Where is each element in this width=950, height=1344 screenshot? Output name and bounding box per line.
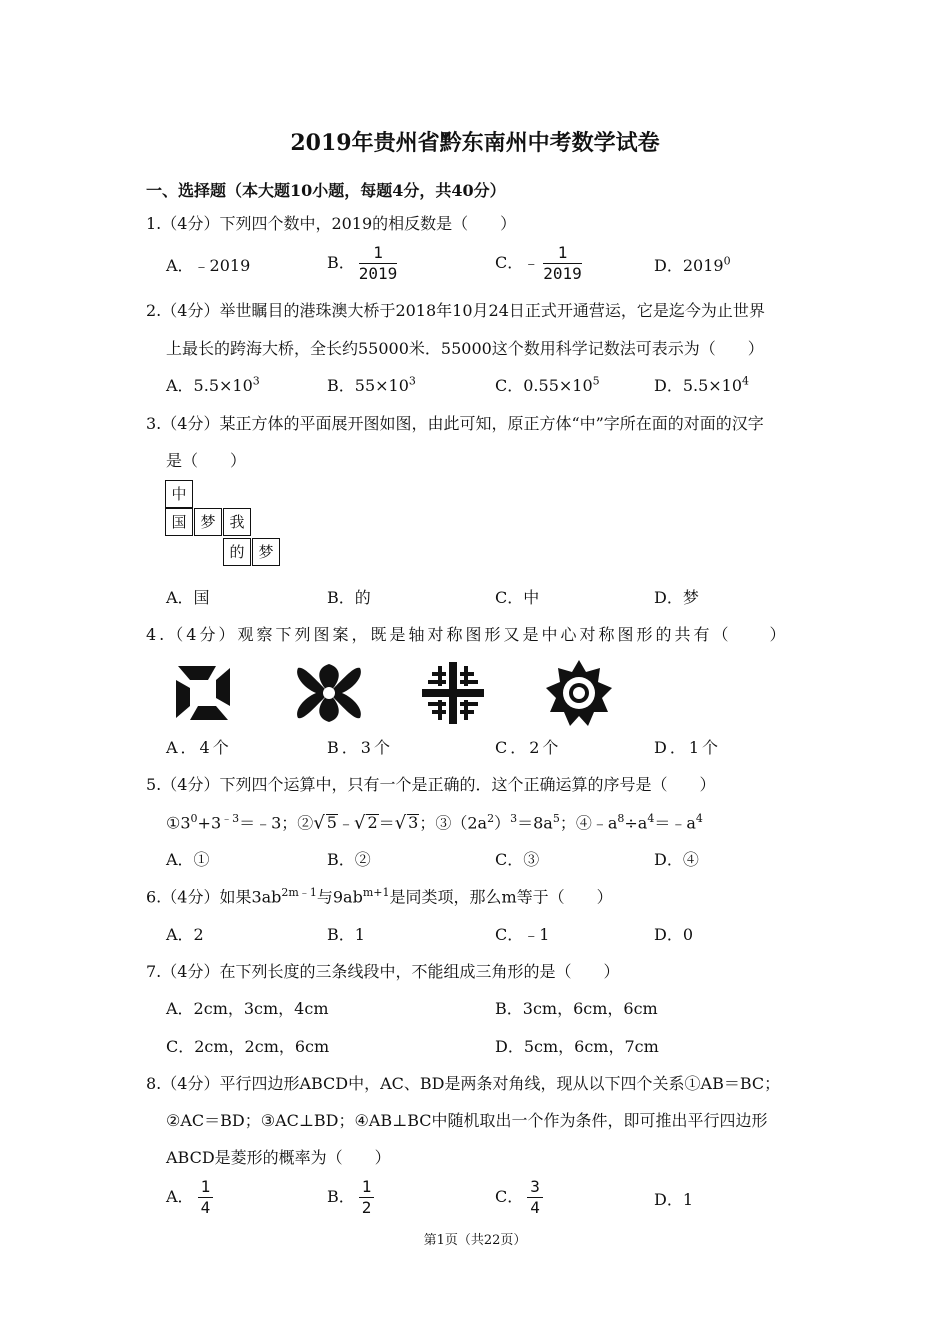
q8-option-a-fraction: $\frac{1}{4}$	[198, 1177, 214, 1218]
q7-option-c: C．2cm，2cm，6cm	[166, 1037, 330, 1056]
cube-net-figure	[165, 480, 285, 570]
flower-symbol	[544, 658, 614, 728]
q1-option-d: D．2019$^0$	[654, 254, 731, 275]
q4-option-c: C．2个	[495, 738, 562, 757]
q1-option-b: B． $\frac{1}{2019}$	[327, 243, 398, 283]
q8-option-b: B． $\frac{1}{2}$	[327, 1177, 378, 1218]
question-8-line-2: ②AC＝BD；③AC⊥BD；④AB⊥BC中随机取出一个作为条件，即可推出平行四边形	[166, 1111, 768, 1130]
q1-option-b-fraction: $\frac{1}{2019}$	[358, 243, 398, 283]
question-2-line-1: 2.（4分）举世瞩目的港珠澳大桥于2018年10月24日正式开通营运，它是迄今为止世界	[146, 301, 765, 320]
net-cell: 梦	[194, 508, 222, 536]
q8-option-d: D．1	[654, 1190, 694, 1209]
q8-option-b-fraction: $\frac{1}{2}$	[359, 1177, 375, 1218]
q6-option-c: C．﹣1	[495, 925, 550, 944]
page-footer: 第1页（共22页）	[423, 1233, 527, 1248]
q8-option-c: C． $\frac{3}{4}$	[495, 1177, 547, 1218]
net-cell: 梦	[252, 538, 280, 566]
q1-option-c-fraction: $\frac{1}{2019}$	[543, 243, 582, 283]
q7-option-d: D．5cm，6cm，7cm	[495, 1037, 659, 1056]
q4-option-b: B．3个	[327, 738, 393, 757]
q6-option-d: D．0	[654, 925, 694, 944]
question-8-line-3: ABCD是菱形的概率为（ ）	[166, 1148, 391, 1167]
q2-option-d: D．$5.5\times 10^4$	[654, 374, 750, 395]
section-heading: 一、选择题（本大题10小题，每题4分，共40分）	[146, 181, 506, 200]
q5-option-b: B．②	[327, 850, 371, 869]
question-7-text: 7.（4分）在下列长度的三条线段中，不能组成三角形的是（ ）	[146, 962, 620, 981]
q2-option-c: C．$0.55\times 10^5$	[495, 374, 600, 395]
q6-option-a: A．2	[166, 925, 204, 944]
question-3-line-2: 是（ ）	[166, 451, 247, 470]
q8-option-a: A． $\frac{1}{4}$	[166, 1177, 217, 1218]
q1-option-c: C．﹣ $\frac{1}{2019}$	[495, 243, 582, 283]
q3-option-d: D．梦	[654, 588, 699, 607]
q3-option-b: B．的	[327, 588, 371, 607]
q7-option-a: A．2cm，3cm，4cm	[166, 999, 329, 1018]
q4-option-a: A．4个	[166, 738, 232, 757]
q6-option-b: B．1	[327, 925, 365, 944]
q8-option-c-fraction: $\frac{3}{4}$	[527, 1177, 543, 1218]
question-4-text: 4.（4分）观察下列图案，既是轴对称图形又是中心对称图形的共有（ ）	[146, 625, 789, 644]
page-title: 2019年贵州省黔东南州中考数学试卷	[290, 130, 660, 156]
net-cell: 中	[165, 480, 193, 508]
q5-option-a: A．①	[166, 850, 210, 869]
question-2-line-2: 上最长的跨海大桥，全长约55000米．55000这个数用科学记数法可表示为（ ）	[166, 339, 764, 358]
question-8-line-1: 8.（4分）平行四边形ABCD中，AC、BD是两条对角线，现从以下四个关系①AB＝BC；	[146, 1074, 781, 1093]
q4-option-d: D．1个	[654, 738, 722, 757]
question-1-text: 1.（4分）下列四个数中，2019的相反数是（ ）	[146, 214, 517, 233]
pinwheel-square-symbol	[168, 658, 238, 728]
q3-option-a: A．国	[166, 588, 210, 607]
q5-option-c: C．③	[495, 850, 540, 869]
q2-option-a: A．$5.5\times 10^3$	[166, 374, 260, 395]
q3-option-c: C．中	[495, 588, 540, 607]
q1-option-a: A．﹣2019	[166, 256, 251, 275]
cross-lines-symbol	[418, 658, 488, 728]
net-cell: 我	[223, 508, 251, 536]
question-3-line-1: 3.（4分）某正方体的平面展开图如图，由此可知，原正方体“中”字所在面的对面的汉字	[146, 414, 764, 433]
knot-symbol	[294, 658, 364, 728]
q7-option-b: B．3cm，6cm，6cm	[495, 999, 658, 1018]
q5-option-d: D．④	[654, 850, 699, 869]
q5-expressions: $①3^0+3^{﹣3}=﹣3$；②√ 5﹣√ 2＝√ 3；$③(2a^2)^3=8a^5$；$④﹣a^8\div a^4=﹣a^4$	[166, 812, 703, 834]
question-5-text: 5.（4分）下列四个运算中，只有一个是正确的．这个正确运算的序号是（ ）	[146, 775, 716, 794]
question-6-text: 6.（4分）如果$3ab^{2m﹣1}$与$9ab^{m+1}$是同类项，那么m等于（ ）	[146, 886, 613, 907]
net-cell: 国	[165, 508, 193, 536]
net-cell: 的	[223, 538, 251, 566]
q2-option-b: B．$55\times 10^3$	[327, 374, 416, 395]
